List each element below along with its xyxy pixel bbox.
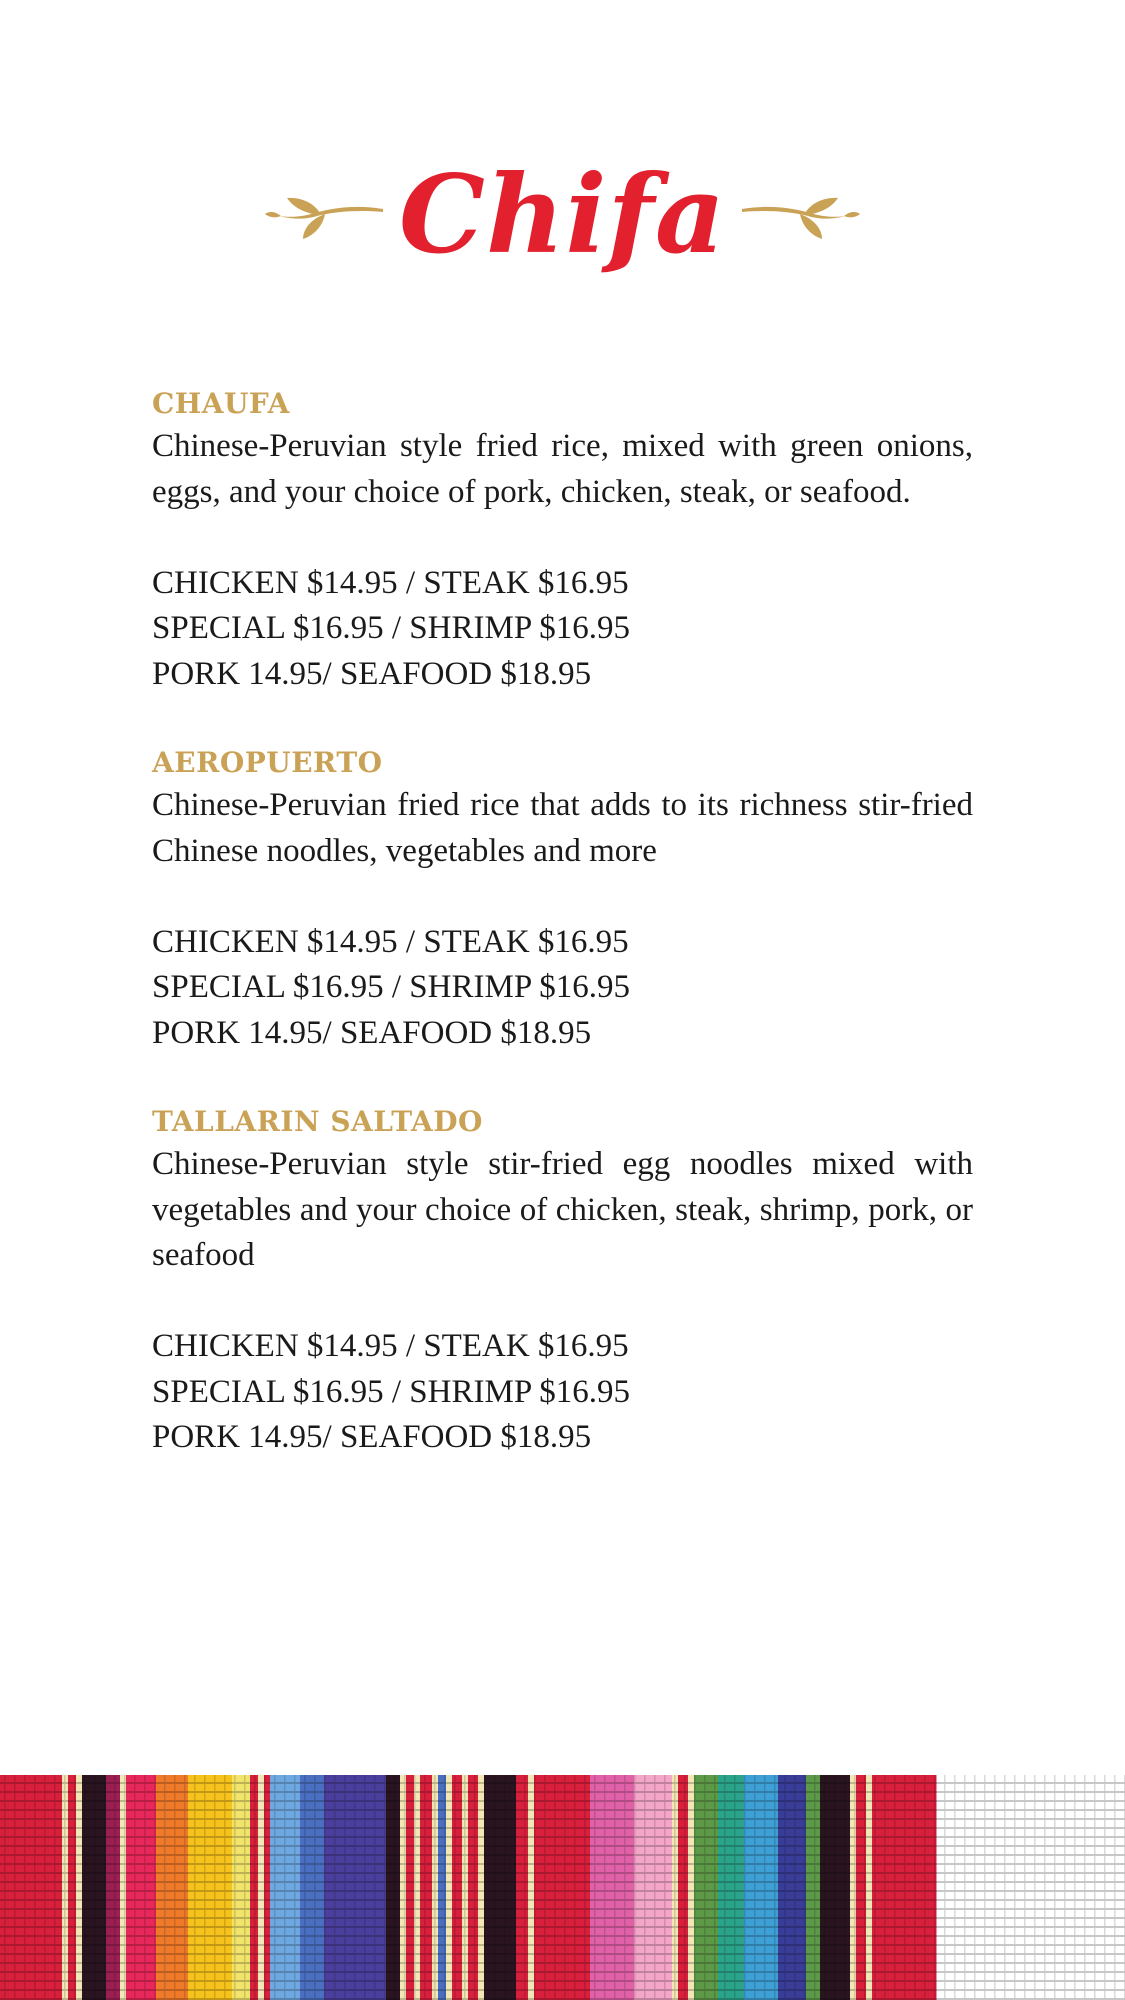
price-line: SPECIAL $16.95 / SHRIMP $16.95	[152, 610, 630, 646]
price-line: PORK 14.95/ SEAFOOD $18.95	[152, 655, 592, 692]
section-description: Chinese-Peruvian fried rice that adds to its richness stir-fried Chinese noodles, vegetables and more	[152, 787, 973, 869]
section-title: CHAUFA	[152, 387, 290, 420]
menu-section-chaufa	[152, 384, 973, 697]
left-laurel-sprig-icon	[265, 185, 385, 245]
price-line: PORK 14.95/ SEAFOOD $18.95	[152, 1014, 592, 1051]
price-line: SPECIAL $16.95 / SHRIMP $16.95	[152, 969, 630, 1005]
textile-stripe-pattern	[0, 1775, 1125, 2000]
right-laurel-sprig-icon	[740, 185, 860, 245]
section-title: TALLARIN SALTADO	[152, 1105, 483, 1138]
menu-content	[152, 384, 973, 1507]
section-description: Chinese-Peruvian style fried rice, mixed with green onions, eggs, and your choice of pork, chicken, steak, or seafood.	[152, 428, 973, 510]
menu-title: Chifa	[399, 152, 726, 278]
menu-header	[0, 140, 1125, 290]
section-description: Chinese-Peruvian style stir-fried egg noodles mixed with vegetables and your choice of chicken, steak, shrimp, pork, or seafood	[152, 1146, 973, 1273]
price-line: PORK 14.95/ SEAFOOD $18.95	[152, 1419, 592, 1455]
section-title: AEROPUERTO	[152, 746, 383, 779]
price-line: SPECIAL $16.95 / SHRIMP $16.95	[152, 1373, 630, 1410]
price-line: CHICKEN $14.95 / STEAK $16.95	[152, 923, 629, 960]
price-line: CHICKEN $14.95 / STEAK $16.95	[152, 564, 629, 601]
price-line: CHICKEN $14.95 / STEAK $16.95	[152, 1328, 629, 1364]
menu-section-aeropuerto	[152, 743, 973, 1056]
menu-section-tallarin-saltado	[152, 1102, 973, 1461]
